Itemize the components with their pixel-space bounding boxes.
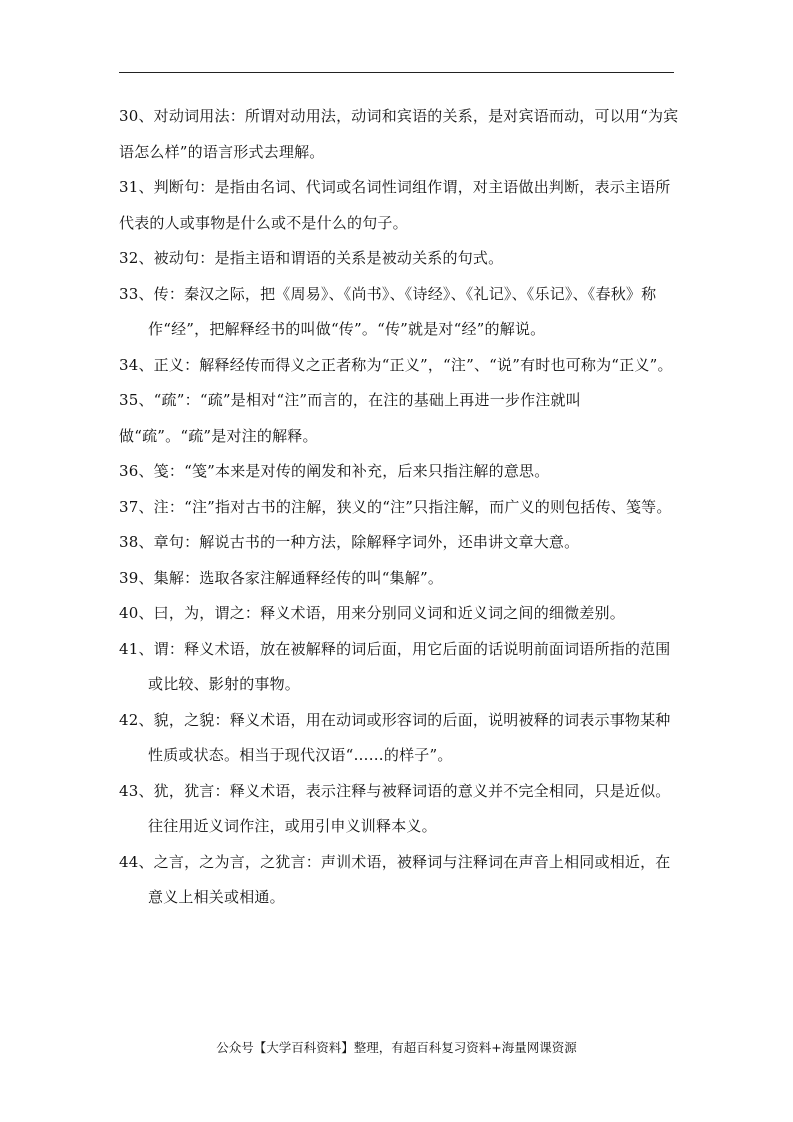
entry-32: 32、被动句：是指主语和谓语的关系是被动关系的句式。 [119,249,504,267]
document-body [119,99,679,916]
entry-35: 35、“疏”：“疏”是相对“注”而言的，在注的基础上再进一步作注就叫做“疏”。“疏”是对注的解释。 [119,391,581,445]
entry-33: 33、传：秦汉之际，把《周易》、《尚书》、《诗经》、《礼记》、《乐记》、《春秋》称作“经”，把解释经书的叫做“传”。“传”就是对“经”的解说。 [119,284,657,338]
entry-41: 41、谓：释义术语，放在被解释的词后面，用它后面的话说明前面词语所指的范围或比较、影射的事物。 [119,639,671,693]
entry-38: 38、章句：解说古书的一种方法，除解释字词外，还串讲文章大意。 [119,533,580,551]
entry-39: 39、集解：选取各家注解通释经传的叫“集解”。 [119,568,444,587]
entry-42: 42、貌，之貌：释义术语，用在动词或形容词的后面，说明被释的词表示事物某种性质或状态。相当于现代汉语“……的样子”。 [119,710,671,764]
entry-34: 34、正义：解释经传而得义之正者称为“正义”，“注”、“说”有时也可称为“正义”。 [119,355,673,374]
entry-40: 40、曰，为，谓之：释义术语，用来分别同义词和近义词之间的细微差别。 [119,604,625,622]
entry-43: 43、犹，犹言：释义术语，表示注释与被释词语的意义并不完全相同，只是近似。往往用近义词作注，或用引申义训释本义。 [119,781,671,835]
page-footer: 公众号【大学百科资料】整理，有超百科复习资料+海量网课资源 [216,1040,577,1055]
entry-36: 36、笺：“笺”本来是对传的阐发和补充，后来只指注解的意思。 [119,462,550,480]
header-rule [119,72,674,73]
entry-37: 37、注：“注”指对古书的注解，狭义的“注”只指注解，而广义的则包括传、笺等。 [119,497,672,516]
entry-31: 31、判断句：是指由名词、代词或名词性词组作谓，对主语做出判断，表示主语所代表的人或事物是什么或不是什么的句子。 [119,178,671,232]
entry-44: 44、之言，之为言，之犹言：声训术语，被释词与注释词在声音上相同或相近，在意义上相关或相通。 [119,852,671,906]
entry-30: 30、对动词用法：所谓对动用法，动词和宾语的关系，是对宾语而动，可以用“为宾语怎么样”的语言形式去理解。 [119,107,679,161]
